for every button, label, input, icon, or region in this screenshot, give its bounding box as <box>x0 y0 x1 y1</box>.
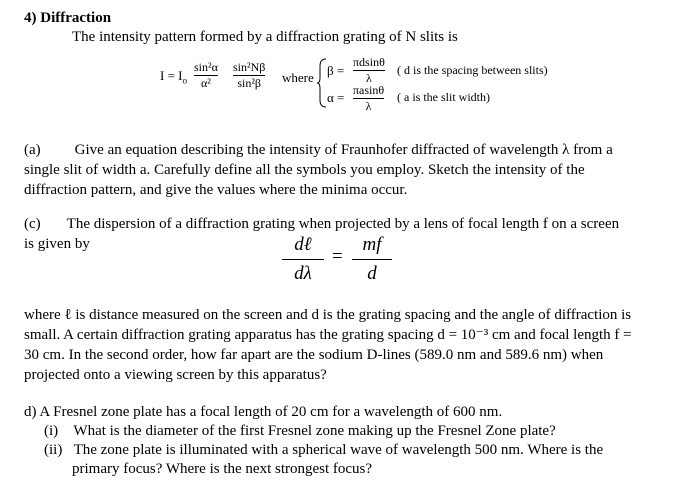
part-d-line1: d) A Fresnel zone plate has a focal length of 20 cm for a wavelength of 600 nm. <box>24 404 503 420</box>
part-d-i-text: What is the diameter of the first Fresnel zone making up the Fresnel Zone plate? <box>73 423 556 439</box>
part-c-line2: is given by <box>24 236 90 252</box>
part-c-body-line1: where ℓ is distance measured on the screen and d is the grating spacing and the angle of diffraction is <box>24 307 632 323</box>
alpha-lhs: α = <box>327 90 345 105</box>
beta-fraction: πdsinθ λ <box>353 55 385 85</box>
eq-rhs-fraction: mf d <box>352 234 392 285</box>
part-a <box>24 140 684 200</box>
formula-fraction-beta: sin²Nβ sin²β <box>233 60 266 90</box>
formula-brace-icon <box>317 58 327 108</box>
part-d-ii-label: (ii) <box>44 442 63 458</box>
beta-lhs: β = <box>327 63 345 78</box>
part-c-line1: The dispersion of a diffraction grating when projected by a lens of focal length f on a screen <box>66 216 620 232</box>
eq-lhs-fraction: dℓ dλ <box>282 234 324 285</box>
formula-lhs: $I = I_o$ <box>160 68 187 86</box>
part-d-i-label: (i) <box>44 423 59 439</box>
part-d-i <box>44 421 556 441</box>
formula-where: where <box>282 70 314 85</box>
part-a-line3: diffraction pattern, and give the values where the minima occur. <box>24 182 408 198</box>
part-a-line2: single slit of width a. Carefully define all the symbols you employ. Sketch the intensity of the <box>24 162 585 178</box>
part-d-ii <box>44 440 603 460</box>
problem-heading: 4) Diffraction <box>24 10 112 26</box>
part-c-body <box>24 305 689 385</box>
part-c-body-line3: 30 cm. In the second order, how far apart are the sodium D-lines (589.0 nm and 589.6 nm) when <box>24 347 604 363</box>
alpha-fraction: πasinθ λ <box>353 83 385 113</box>
alpha-note: ( a is the slit width) <box>397 90 490 104</box>
eq-equals: = <box>332 246 343 267</box>
intro-text: The intensity pattern formed by a diffraction grating of N slits is <box>72 29 458 45</box>
part-a-label: (a) <box>24 142 41 158</box>
formula-fraction-alpha: sin²α α² <box>194 60 218 90</box>
part-a-line1: Give an equation describing the intensity of Fraunhofer diffracted of wavelength λ from a <box>74 142 613 158</box>
part-c-body-line2: small. A certain diffraction grating apparatus has the grating spacing d = 10⁻³ cm and focal length f = <box>24 327 632 343</box>
part-c-body-line4: projected onto a viewing screen by this apparatus? <box>24 367 327 383</box>
beta-note: ( d is the spacing between slits) <box>397 63 548 77</box>
part-d-ii-line2: primary focus? Where is the next strongest focus? <box>72 461 373 477</box>
part-d-ii-line1: The zone plate is illuminated with a spherical wave of wavelength 500 nm. Where is the <box>73 442 604 458</box>
part-c-label: (c) <box>24 216 41 232</box>
